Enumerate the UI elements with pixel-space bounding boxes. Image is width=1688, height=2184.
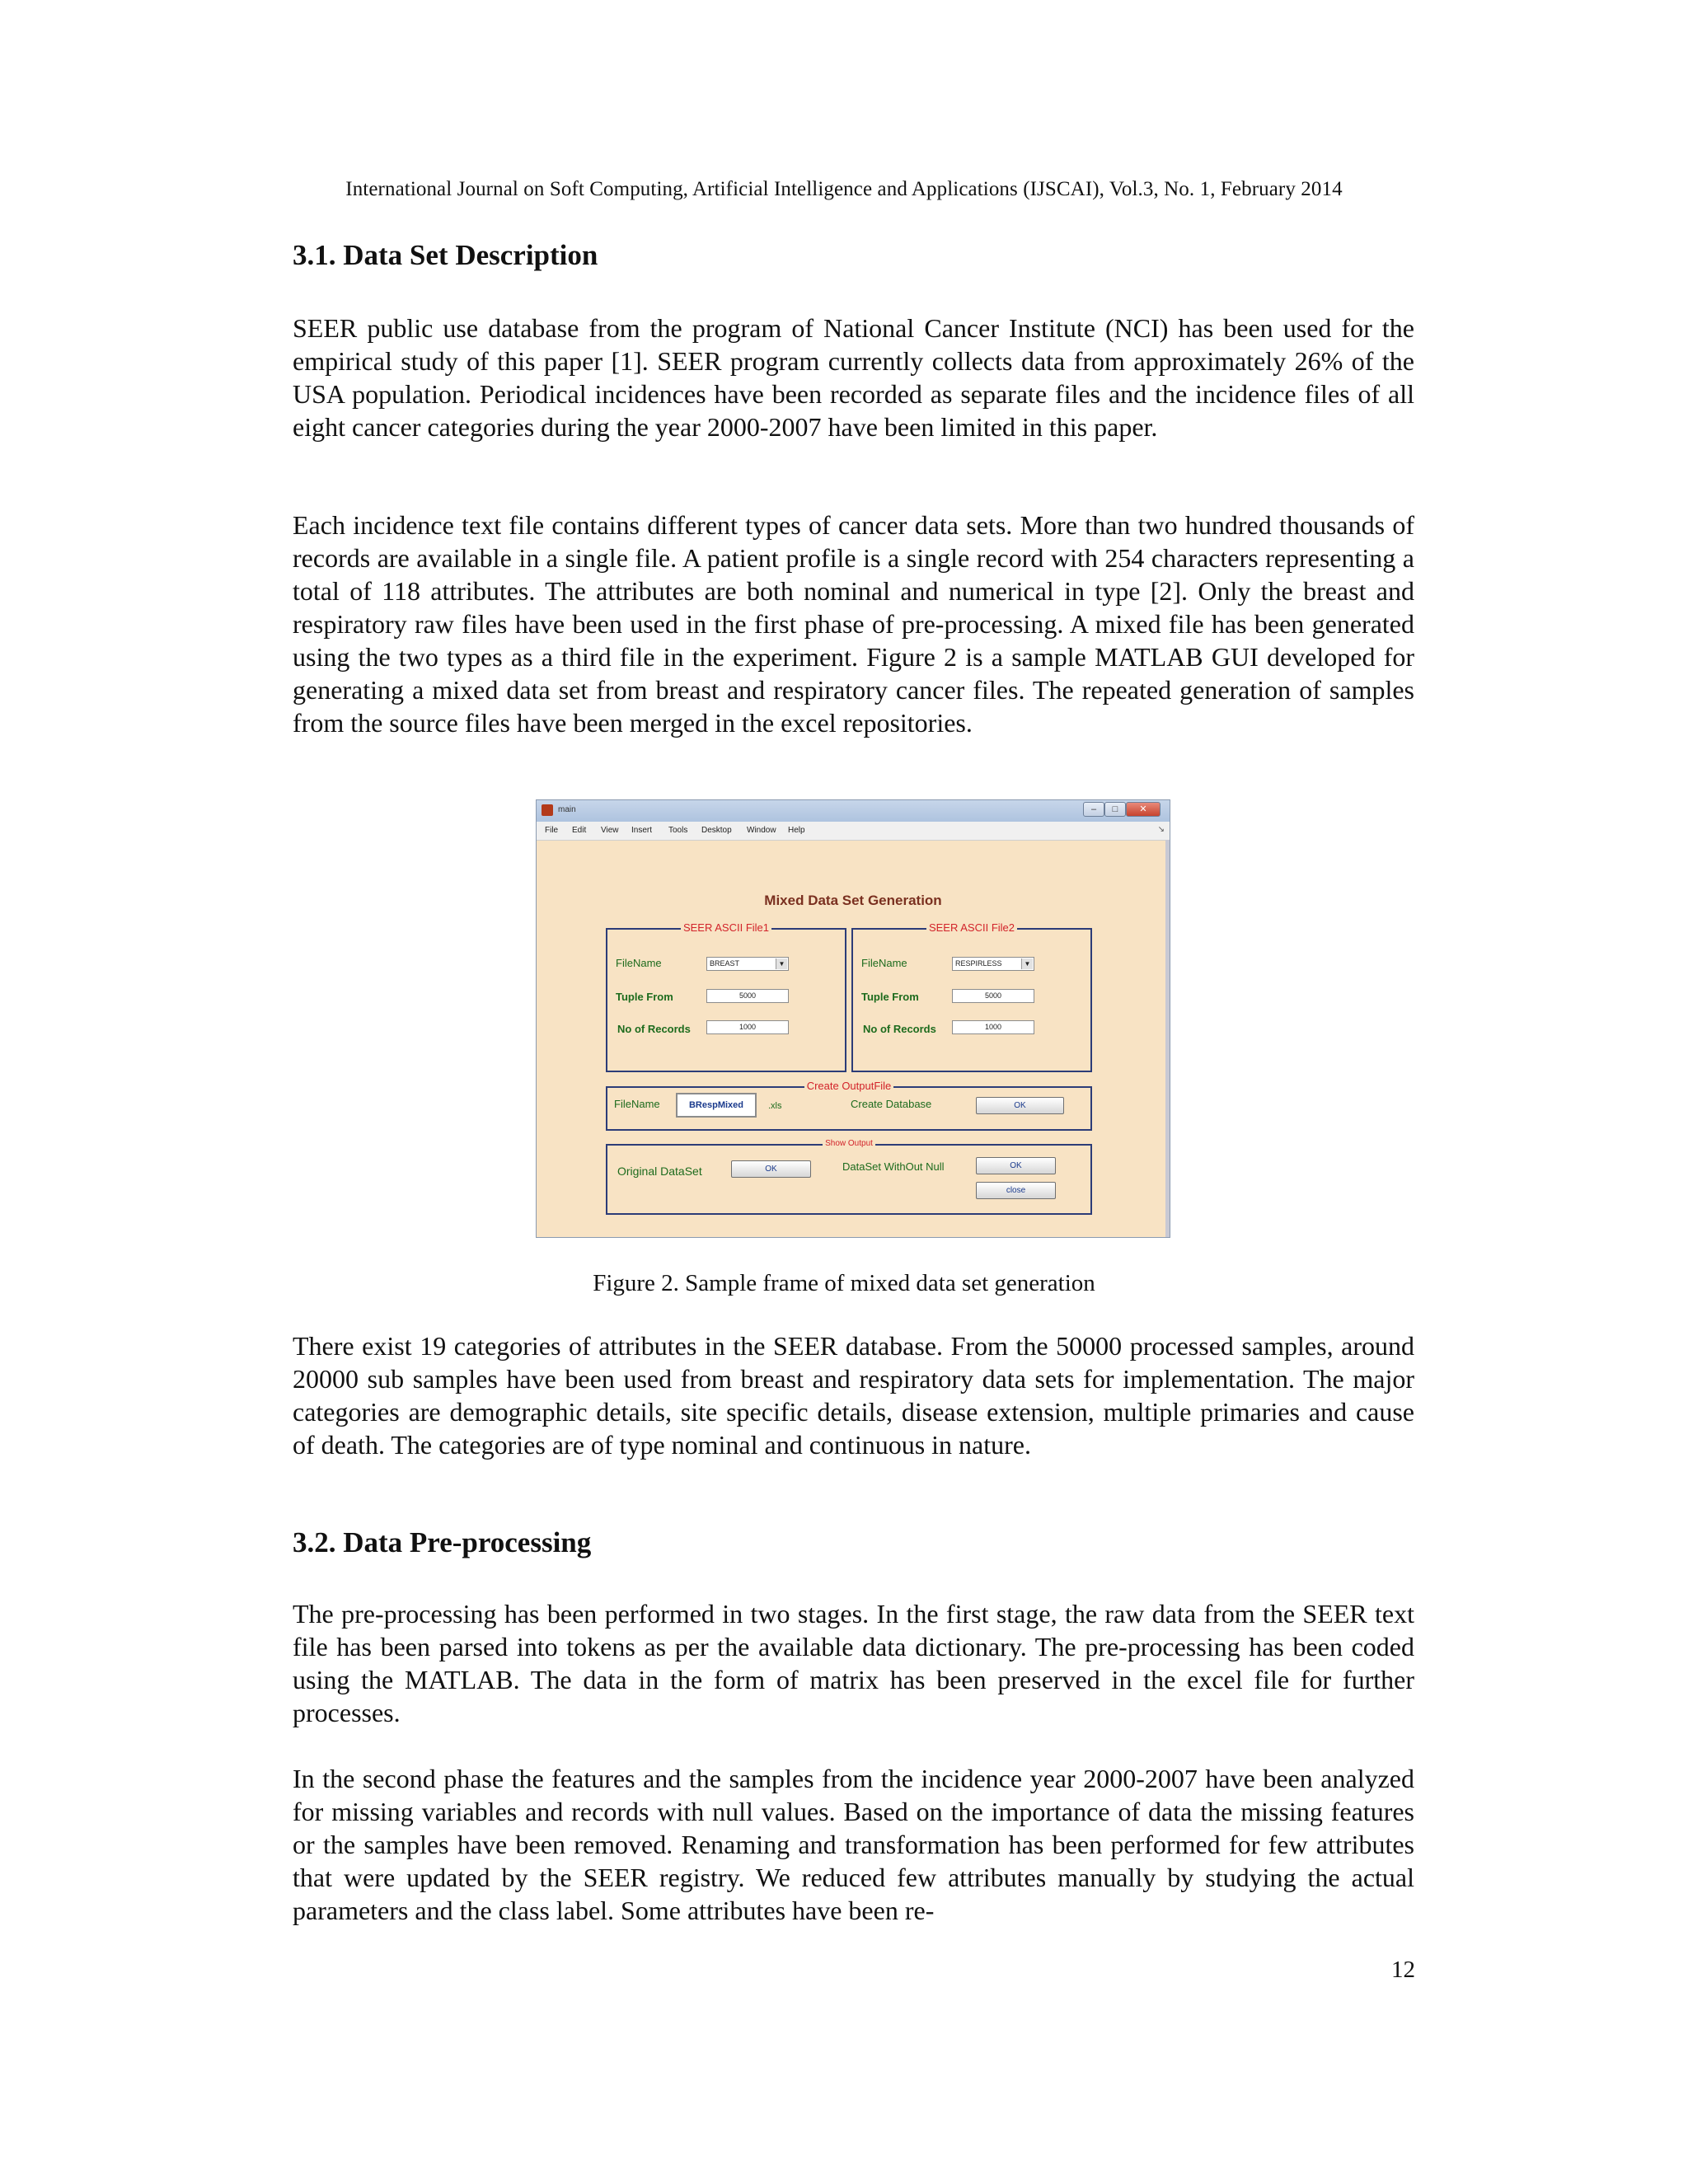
section-heading-3-2: 3.2. Data Pre-processing (293, 1526, 592, 1558)
output-extension-label: .xls (768, 1101, 782, 1111)
maximize-button[interactable]: □ (1104, 802, 1126, 817)
create-database-label: Create Database (851, 1098, 932, 1110)
panel-title-output: Create OutputFile (804, 1080, 894, 1092)
panel-seer-file1 (606, 921, 846, 1072)
paragraph-second-phase: In the second phase the features and the samples from the incidence year 2000-2007 have been analyzed for missing variables and records with null values. Based on the importance of data the missing features or the samples have been removed. Renaming and transformation has been performed for few attributes that were updated by the SEER registry. We reduced few attributes manually by studying the actual parameters and the class label. Some attributes have been re- (293, 1764, 1414, 1925)
menu-help[interactable]: Help (788, 826, 805, 835)
paragraph-dataset-intro: SEER public use database from the program of National Cancer Institute (NCI) has been used for the empirical study of this paper [1]. SEER program currently collects data from approximately 26% of the USA population. Periodical incidences have been recorded as separate files and the incidence files of all eight cancer categories during the year 2000-2007 have been limited in this paper. (293, 313, 1414, 442)
output-filename-label: FileName (614, 1098, 660, 1110)
menu-edit[interactable]: Edit (572, 826, 587, 835)
file1-filename-label: FileName (616, 957, 662, 969)
menu-desktop[interactable]: Desktop (701, 826, 732, 835)
file1-tuple-label: Tuple From (616, 991, 673, 1003)
page-number: 12 (1391, 1957, 1415, 1983)
without-null-ok-button[interactable]: OK (976, 1157, 1056, 1174)
menu-insert[interactable]: Insert (631, 826, 653, 835)
window-titlebar[interactable] (537, 800, 1170, 823)
panel-title-file1: SEER ASCII File1 (681, 921, 771, 934)
close-window-button[interactable]: ✕ (1126, 802, 1160, 817)
close-button[interactable]: close (976, 1182, 1056, 1199)
chevron-down-icon[interactable]: ▼ (776, 958, 787, 969)
file2-records-input[interactable]: 1000 (952, 1020, 1034, 1034)
panel-seer-file2 (851, 921, 1092, 1072)
original-dataset-label: Original DataSet (617, 1165, 702, 1178)
file1-records-input[interactable]: 1000 (706, 1020, 789, 1034)
minimize-button[interactable]: – (1083, 802, 1104, 817)
panel-create-output (606, 1080, 1092, 1131)
window-title: main (558, 805, 576, 814)
file1-filename-value: BREAST (710, 959, 740, 968)
panel-title-show: Show Output (823, 1139, 875, 1148)
dataset-without-null-label: DataSet WithOut Null (842, 1160, 945, 1173)
output-filename-input[interactable]: BRespMixed (676, 1093, 757, 1118)
dock-arrow-icon[interactable]: ↘ (1157, 825, 1165, 834)
file2-filename-select[interactable] (952, 957, 1034, 971)
file1-tuple-input[interactable]: 5000 (706, 989, 789, 1003)
create-database-ok-button[interactable]: OK (976, 1097, 1064, 1114)
panel-show-output (606, 1139, 1092, 1215)
file1-filename-select[interactable] (706, 957, 789, 971)
menu-tools[interactable]: Tools (668, 826, 688, 835)
file2-records-label: No of Records (863, 1023, 936, 1035)
file2-tuple-input[interactable]: 5000 (952, 989, 1034, 1003)
menu-bar (537, 822, 1170, 841)
chevron-down-icon[interactable]: ▼ (1021, 958, 1033, 969)
matlab-app-icon (542, 804, 553, 816)
figure-matlab-window (536, 799, 1170, 1238)
paragraph-preprocessing-stages: The pre-processing has been performed in two stages. In the first stage, the raw data from the SEER text file has been parsed into tokens as per the available data dictionary. The pre-processing has been coded using the MATLAB. The data in the form of matrix has been preserved in the excel file for further processes. (293, 1599, 1414, 1727)
running-head: International Journal on Soft Computing, Artificial Intelligence and Applications (IJSCAI), Vol.3, No. 1, February 2014 (345, 178, 1343, 200)
paragraph-attribute-categories: There exist 19 categories of attributes in the SEER database. From the 50000 processed samples, around 20000 sub samples have been used from breast and respiratory data sets for implementation. The major categories are demographic details, site specific details, disease extension, multiple primaries and cause of death. The categories are of type nominal and continuous in nature. (293, 1331, 1414, 1460)
file2-tuple-label: Tuple From (861, 991, 919, 1003)
file2-filename-label: FileName (861, 957, 907, 969)
menu-file[interactable]: File (545, 826, 559, 835)
menu-view[interactable]: View (601, 826, 619, 835)
panel-title-file2: SEER ASCII File2 (926, 921, 1017, 934)
section-heading-3-1: 3.1. Data Set Description (293, 239, 598, 271)
file2-filename-value: RESPIRLESS (955, 959, 1002, 968)
original-dataset-ok-button[interactable]: OK (731, 1160, 811, 1178)
menu-window[interactable]: Window (747, 826, 776, 835)
file1-records-label: No of Records (617, 1023, 691, 1035)
figure-caption: Figure 2. Sample frame of mixed data set generation (593, 1270, 1095, 1296)
paragraph-incidence-files: Each incidence text file contains different types of cancer data sets. More than two hundred thousands of records are available in a single file. A patient profile is a single record with 254 characters representing a total of 118 attributes. The attributes are both nominal and numerical in type [2]. Only the breast and respiratory raw files have been used in the first phase of pre-processing. A mixed file has been generated using the two types as a third file in the experiment. Figure 2 is a sample MATLAB GUI developed for generating a mixed data set from breast and respiratory cancer files. The repeated generation of samples from the source files have been merged in the excel repositories. (293, 510, 1414, 738)
gui-title: Mixed Data Set Generation (764, 893, 942, 908)
